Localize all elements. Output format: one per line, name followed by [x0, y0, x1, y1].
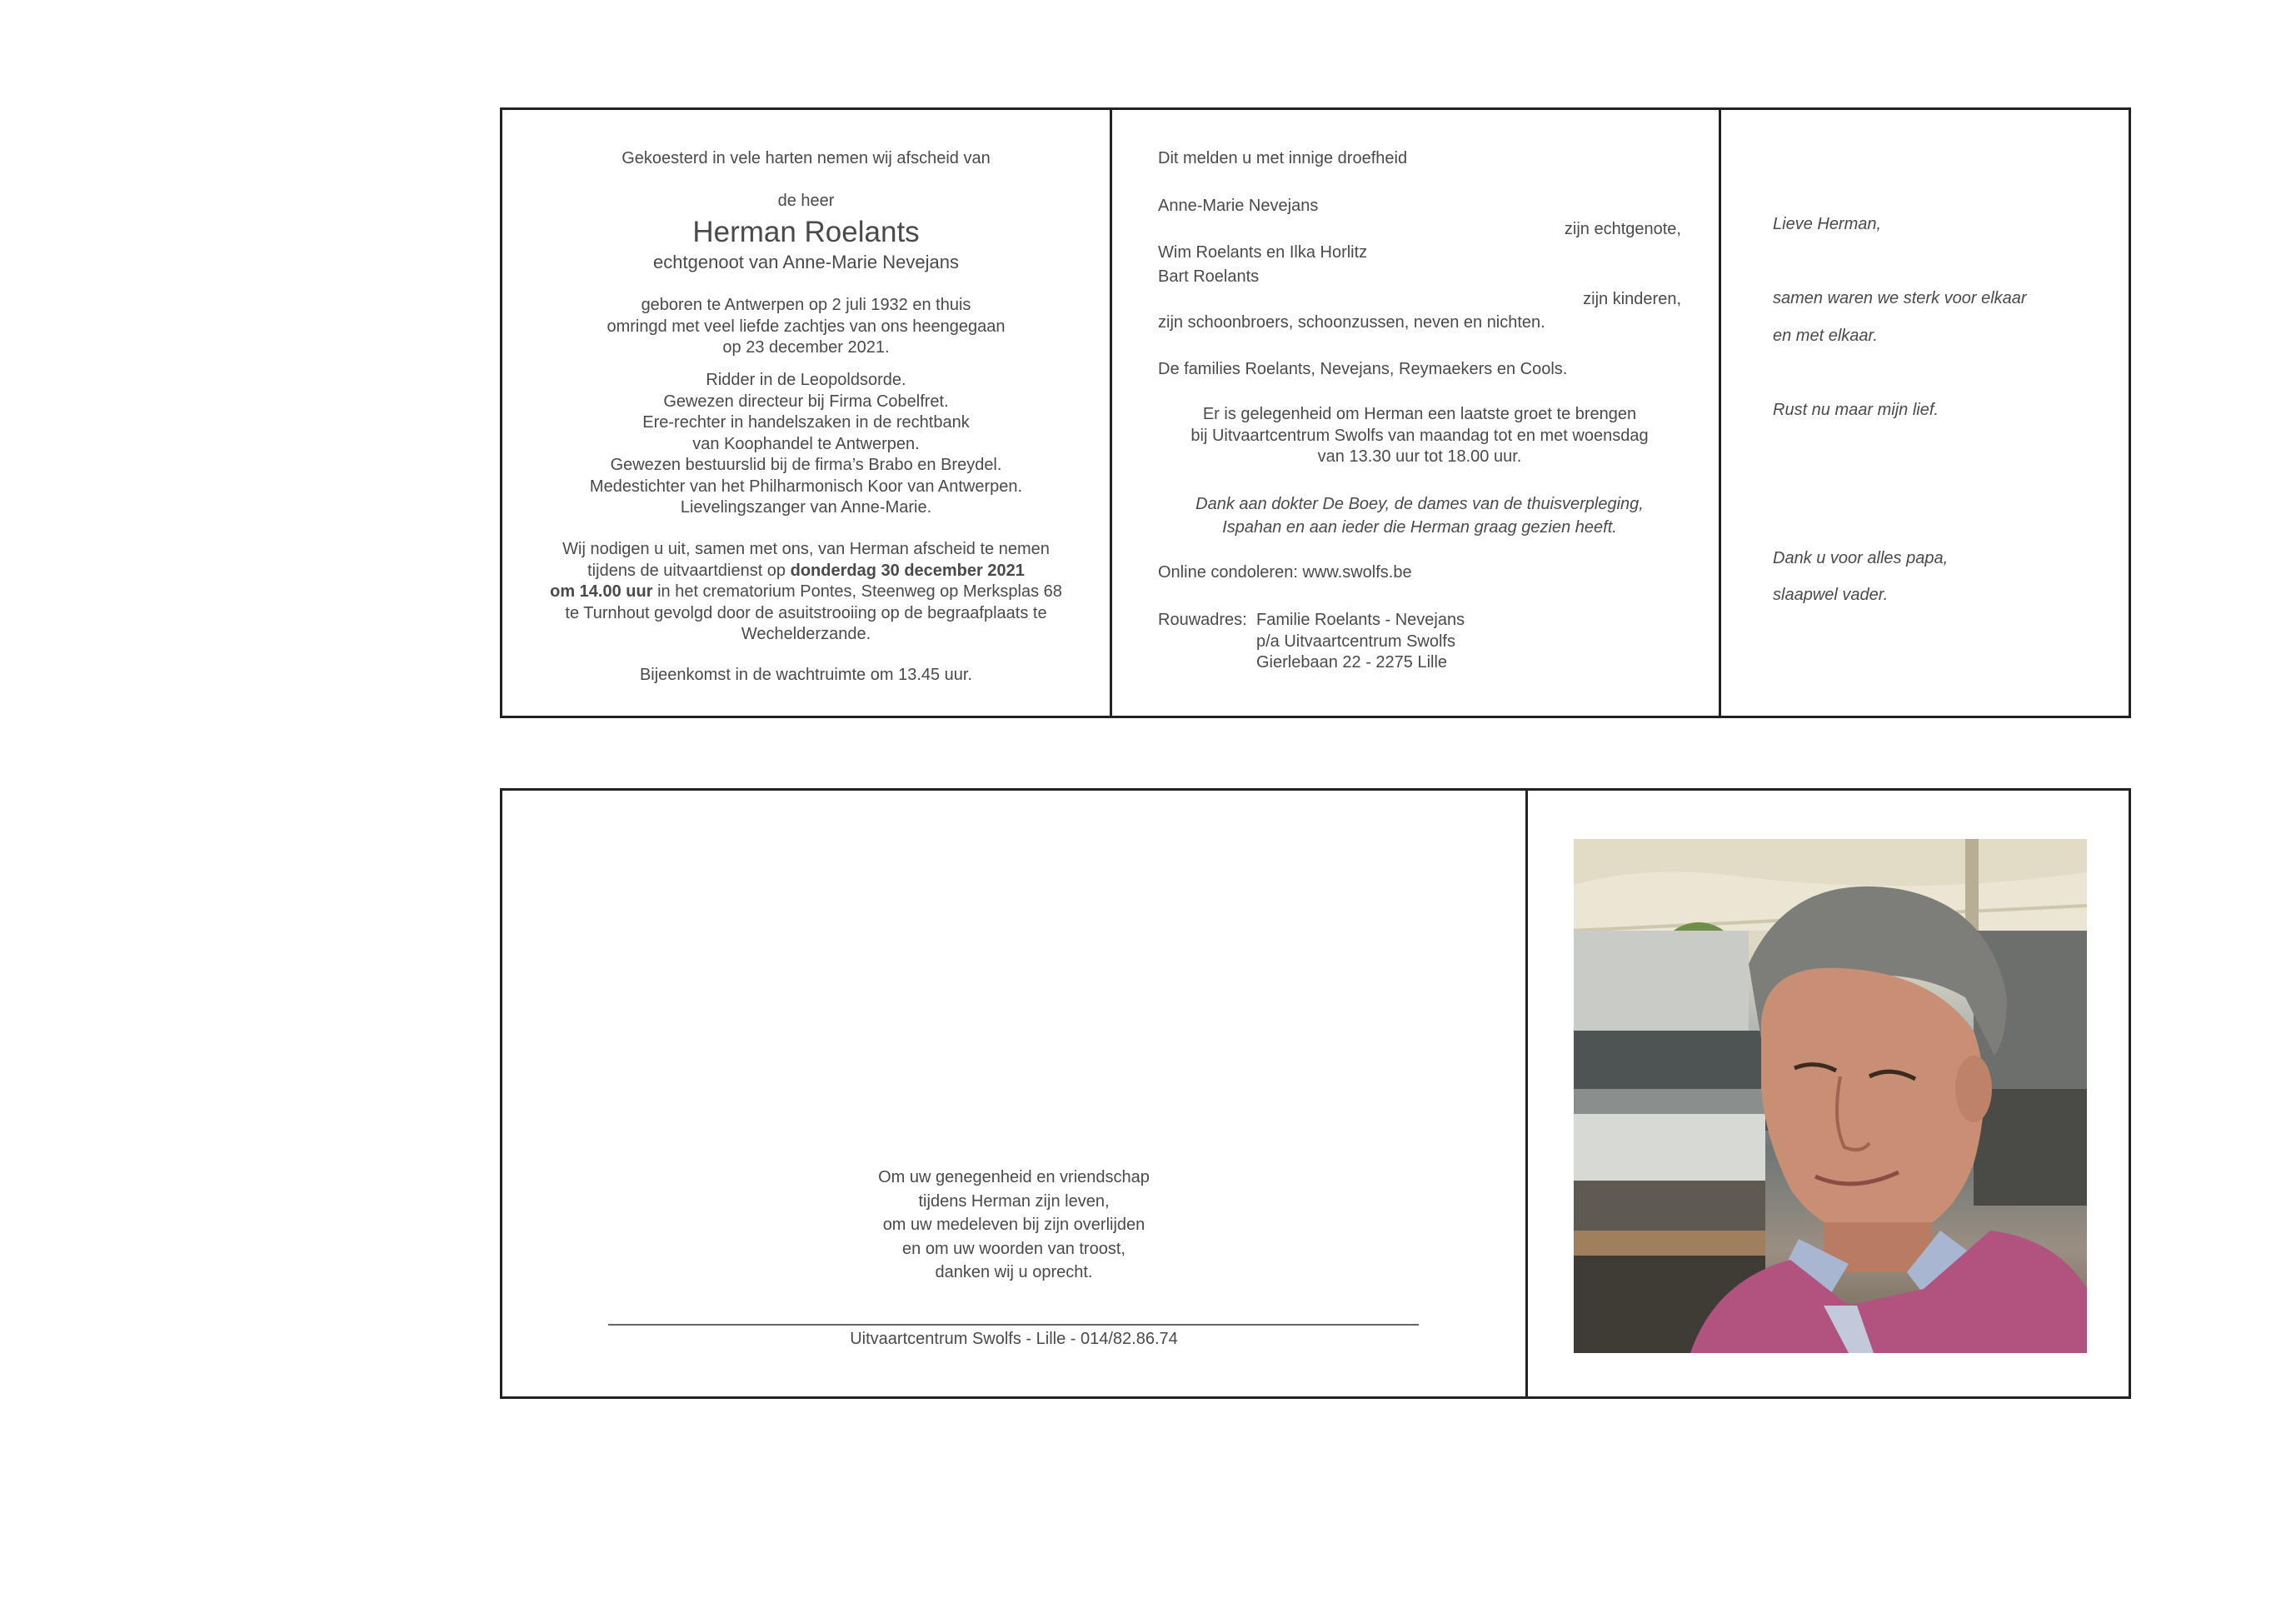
poem-line: Dank u voor alles papa,	[1773, 548, 1949, 567]
poem-line: en met elkaar.	[1773, 326, 1878, 345]
visitation-line: Er is gelegenheid om Herman een laatste groet te brengen	[1202, 405, 1637, 423]
birth-line: geboren te Antwerpen op 2 juli 1932 en thuis	[641, 296, 971, 314]
mourning-address	[1158, 610, 1681, 674]
title-line: Gewezen directeur bij Firma Cobelfret.	[663, 392, 949, 411]
poem-line: Lieve Herman,	[1773, 215, 1882, 233]
title-line: Ere-rechter in handelszaken in de rechtbank	[642, 413, 970, 432]
deceased-name: Herman Roelants	[692, 216, 920, 248]
card-inside-spread	[500, 107, 2131, 718]
visitation-info	[1158, 404, 1681, 468]
visitation-line: van 13.30 uur tot 18.00 uur.	[1317, 447, 1522, 466]
thanks-panel	[502, 791, 1525, 1396]
in-laws-line: zijn schoonbroers, schoonzussen, neven en nichten.	[1158, 313, 1545, 332]
children-role: zijn kinderen,	[1583, 290, 1681, 308]
salutation: de heer	[777, 192, 835, 210]
poem-line: slaapwel vader.	[1773, 586, 1889, 604]
address-label: Rouwadres:	[1158, 611, 1247, 629]
card-outside-spread	[500, 788, 2131, 1399]
spouse-name: Anne-Marie Nevejans	[1158, 197, 1319, 215]
title-line: Lievelingszanger van Anne-Marie.	[680, 498, 932, 517]
thanks-line: Om uw genegenheid en vriendschap	[878, 1168, 1150, 1186]
birth-line: omringd met veel liefde zachtjes van ons heengegaan	[606, 317, 1006, 336]
child-name: Wim Roelants en Ilka Horlitz	[1158, 243, 1368, 262]
footer-divider	[608, 1324, 1419, 1326]
intro-text: Gekoesterd in vele harten nemen wij afscheid van	[621, 149, 991, 167]
photo-panel	[1525, 791, 2129, 1396]
invite-line	[519, 561, 1093, 582]
opening-line: Dit melden u met innige droefheid	[1158, 149, 1408, 167]
gathering-note: Bijeenkomst in de wachtruimte om 13.45 uur.	[639, 666, 973, 684]
titles-list	[502, 370, 1110, 519]
service-date: donderdag 30 december 2021	[790, 561, 1025, 580]
address-line: Familie Roelants - Nevejans	[1256, 611, 1465, 629]
family-panel	[1110, 110, 1719, 716]
children-list	[1158, 242, 1681, 287]
poem-text	[1773, 214, 2027, 622]
poem-line	[1773, 474, 2027, 512]
thanks-line: tijdens Herman zijn leven,	[918, 1191, 1110, 1211]
birth-line: op 23 december 2021.	[722, 338, 890, 357]
announcement-panel	[502, 110, 1110, 716]
portrait-illustration	[1574, 839, 2087, 1353]
address-line: p/a Uitvaartcentrum Swolfs	[1256, 632, 1455, 651]
thanks-text	[502, 1166, 1525, 1285]
online-condolence: Online condoleren: www.swolfs.be	[1158, 563, 1412, 582]
poem-line	[1773, 252, 2027, 289]
title-line: Medestichter van het Philharmonisch Koor van Antwerpen.	[589, 477, 1023, 496]
title-line: Gewezen bestuurslid bij de firma’s Brabo en Breydel.	[610, 456, 1002, 474]
invite-line: Wechelderzande.	[741, 625, 871, 643]
birth-death-text	[502, 295, 1110, 359]
spouse-line: echtgenoot van Anne-Marie Nevejans	[653, 252, 959, 272]
visitation-line: bij Uitvaartcentrum Swolfs van maandag tot en met woensdag	[1190, 426, 1649, 445]
funeral-invitation	[519, 539, 1093, 646]
funeral-home-footer: Uitvaartcentrum Swolfs - Lille - 014/82.86.74	[850, 1330, 1178, 1348]
poem-line	[1773, 437, 2027, 474]
invite-line: te Turnhout gevolgd door de asuitstrooiing op de begraafplaats te	[565, 603, 1047, 622]
spouse-role: zijn echtgenote,	[1564, 220, 1681, 238]
child-name: Bart Roelants	[1158, 267, 1260, 286]
title-line: Ridder in de Leopoldsorde.	[706, 371, 906, 389]
invite-line	[519, 582, 1093, 603]
invite-text: in het crematorium Pontes, Steenweg op Merksplas 68	[652, 582, 1062, 601]
service-time: om 14.00 uur	[550, 582, 653, 601]
poem-line: Rust nu maar mijn lief.	[1773, 400, 1939, 419]
address-lines	[1256, 610, 1465, 674]
gratitude-text	[1158, 492, 1681, 539]
invite-line: Wij nodigen u uit, samen met ons, van Herman afscheid te nemen	[562, 540, 1050, 558]
poem-panel	[1719, 110, 2129, 716]
families-line: De families Roelants, Nevejans, Reymaekers en Cools.	[1158, 360, 1568, 378]
title-line: van Koophandel te Antwerpen.	[692, 434, 920, 453]
thanks-line: danken wij u oprecht.	[935, 1263, 1093, 1281]
gratitude-line: Ispahan en aan ieder die Herman graag gezien heeft.	[1222, 518, 1617, 537]
poem-line	[1773, 362, 2027, 400]
gratitude-line: Dank aan dokter De Boey, de dames van de thuisverpleging,	[1195, 495, 1644, 513]
poem-line: samen waren we sterk voor elkaar	[1773, 289, 2027, 307]
thanks-line: om uw medeleven bij zijn overlijden	[882, 1216, 1146, 1234]
portrait-photo	[1574, 839, 2087, 1353]
address-line: Gierlebaan 22 - 2275 Lille	[1256, 653, 1448, 672]
poem-line	[1773, 511, 2027, 548]
thanks-line: en om uw woorden van troost,	[902, 1239, 1126, 1258]
invite-text: tijdens de uitvaartdienst op	[587, 561, 791, 580]
